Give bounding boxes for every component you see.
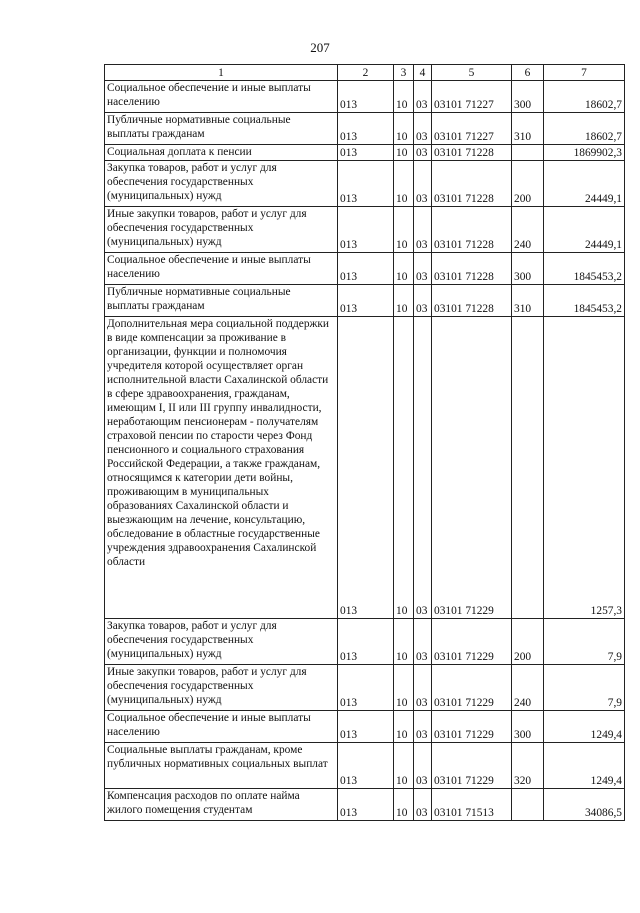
subsection-cell: 03: [414, 81, 432, 113]
amount-cell: 1869902,3: [544, 145, 625, 161]
row-name-cell: Публичные нормативные социальные выплаты гражданам: [105, 113, 338, 145]
section-cell: 10: [394, 665, 414, 711]
subsection-cell: 03: [414, 145, 432, 161]
row-name-cell: Дополнительная мера социальной поддержки в виде компенсации за проживание в организации, функции и полномочия учредителя которой осуществляет орган исполнительной власти Сахалинской области в сфере здравоохранения, гражданам, имеющим I, II или III группу инвалидности, неработающим пенсионерам - получателям страховой пенсии по старости через Фонд пенсионного и социального страхования Российской Федерации, а также гражданам, относящимся к категории дети войны, проживающим в муниципальных образованиях Сахалинской области и выезжающим на лечение, консультацию, обследование в областные государственные учреждения здравоохранения Сахалинской области: [105, 317, 338, 619]
header-cell: 4: [414, 65, 432, 81]
subsection-cell: 03: [414, 207, 432, 253]
budget-table: [104, 64, 625, 821]
subsection-cell: 03: [414, 285, 432, 317]
admin-code-cell: 013: [338, 665, 394, 711]
table-row: [105, 711, 625, 743]
header-cell: 2: [338, 65, 394, 81]
target-article-cell: 03101 71228: [432, 207, 512, 253]
page-number: 207: [310, 40, 330, 55]
amount-cell: 24449,1: [544, 161, 625, 207]
expense-type-cell: 320: [512, 743, 544, 789]
table-row: [105, 619, 625, 665]
header-row: [105, 65, 625, 81]
table-row: [105, 253, 625, 285]
table-row: [105, 145, 625, 161]
table-row: [105, 113, 625, 145]
amount-cell: 24449,1: [544, 207, 625, 253]
admin-code-cell: 013: [338, 253, 394, 285]
amount-cell: 7,9: [544, 619, 625, 665]
admin-code-cell: 013: [338, 161, 394, 207]
section-cell: 10: [394, 285, 414, 317]
target-article-cell: 03101 71228: [432, 285, 512, 317]
expense-type-cell: [512, 317, 544, 619]
target-article-cell: 03101 71229: [432, 711, 512, 743]
admin-code-cell: 013: [338, 619, 394, 665]
expense-type-cell: 310: [512, 113, 544, 145]
header-cell: 3: [394, 65, 414, 81]
row-name-cell: Социальная доплата к пенсии: [105, 145, 338, 161]
section-cell: 10: [394, 161, 414, 207]
admin-code-cell: 013: [338, 317, 394, 619]
row-name-cell: Закупка товаров, работ и услуг для обеспечения государственных (муниципальных) нужд: [105, 161, 338, 207]
amount-cell: 1845453,2: [544, 253, 625, 285]
expense-type-cell: [512, 789, 544, 821]
target-article-cell: 03101 71229: [432, 665, 512, 711]
row-name-cell: Социальное обеспечение и иные выплаты населению: [105, 711, 338, 743]
target-article-cell: 03101 71228: [432, 253, 512, 285]
admin-code-cell: 013: [338, 207, 394, 253]
table-row: [105, 789, 625, 821]
subsection-cell: 03: [414, 317, 432, 619]
subsection-cell: 03: [414, 619, 432, 665]
section-cell: 10: [394, 253, 414, 285]
amount-cell: 1249,4: [544, 711, 625, 743]
target-article-cell: 03101 71229: [432, 317, 512, 619]
row-name-cell: Иные закупки товаров, работ и услуг для обеспечения государственных (муниципальных) нужд: [105, 665, 338, 711]
expense-type-cell: 240: [512, 665, 544, 711]
section-cell: 10: [394, 317, 414, 619]
row-name-cell: Социальное обеспечение и иные выплаты населению: [105, 253, 338, 285]
target-article-cell: 03101 71229: [432, 743, 512, 789]
subsection-cell: 03: [414, 161, 432, 207]
expense-type-cell: 300: [512, 711, 544, 743]
header-cell: 6: [512, 65, 544, 81]
admin-code-cell: 013: [338, 285, 394, 317]
table-row: [105, 285, 625, 317]
table-row: [105, 161, 625, 207]
admin-code-cell: 013: [338, 113, 394, 145]
header-cell: 5: [432, 65, 512, 81]
table-row: [105, 317, 625, 619]
admin-code-cell: 013: [338, 789, 394, 821]
row-name-cell: Социальное обеспечение и иные выплаты населению: [105, 81, 338, 113]
table-row: [105, 81, 625, 113]
amount-cell: 18602,7: [544, 113, 625, 145]
table-row: [105, 665, 625, 711]
subsection-cell: 03: [414, 113, 432, 145]
section-cell: 10: [394, 113, 414, 145]
table-row: [105, 743, 625, 789]
expense-type-cell: 300: [512, 253, 544, 285]
target-article-cell: 03101 71227: [432, 81, 512, 113]
expense-type-cell: 300: [512, 81, 544, 113]
admin-code-cell: 013: [338, 145, 394, 161]
table-row: [105, 207, 625, 253]
target-article-cell: 03101 71228: [432, 145, 512, 161]
row-name-cell: Закупка товаров, работ и услуг для обеспечения государственных (муниципальных) нужд: [105, 619, 338, 665]
admin-code-cell: 013: [338, 743, 394, 789]
target-article-cell: 03101 71227: [432, 113, 512, 145]
amount-cell: 7,9: [544, 665, 625, 711]
target-article-cell: 03101 71513: [432, 789, 512, 821]
section-cell: 10: [394, 711, 414, 743]
expense-type-cell: 240: [512, 207, 544, 253]
expense-type-cell: 200: [512, 161, 544, 207]
section-cell: 10: [394, 619, 414, 665]
target-article-cell: 03101 71228: [432, 161, 512, 207]
row-name-cell: Иные закупки товаров, работ и услуг для обеспечения государственных (муниципальных) нужд: [105, 207, 338, 253]
admin-code-cell: 013: [338, 711, 394, 743]
amount-cell: 1249,4: [544, 743, 625, 789]
subsection-cell: 03: [414, 743, 432, 789]
section-cell: 10: [394, 207, 414, 253]
expense-type-cell: 310: [512, 285, 544, 317]
row-name-cell: Публичные нормативные социальные выплаты гражданам: [105, 285, 338, 317]
target-article-cell: 03101 71229: [432, 619, 512, 665]
subsection-cell: 03: [414, 789, 432, 821]
row-name-cell: Компенсация расходов по оплате найма жилого помещения студентам: [105, 789, 338, 821]
amount-cell: 34086,5: [544, 789, 625, 821]
amount-cell: 1257,3: [544, 317, 625, 619]
amount-cell: 18602,7: [544, 81, 625, 113]
amount-cell: 1845453,2: [544, 285, 625, 317]
section-cell: 10: [394, 789, 414, 821]
section-cell: 10: [394, 145, 414, 161]
header-cell: 1: [105, 65, 338, 81]
subsection-cell: 03: [414, 665, 432, 711]
section-cell: 10: [394, 743, 414, 789]
section-cell: 10: [394, 81, 414, 113]
header-cell: 7: [544, 65, 625, 81]
expense-type-cell: 200: [512, 619, 544, 665]
expense-type-cell: [512, 145, 544, 161]
row-name-cell: Социальные выплаты гражданам, кроме публичных нормативных социальных выплат: [105, 743, 338, 789]
subsection-cell: 03: [414, 711, 432, 743]
admin-code-cell: 013: [338, 81, 394, 113]
subsection-cell: 03: [414, 253, 432, 285]
